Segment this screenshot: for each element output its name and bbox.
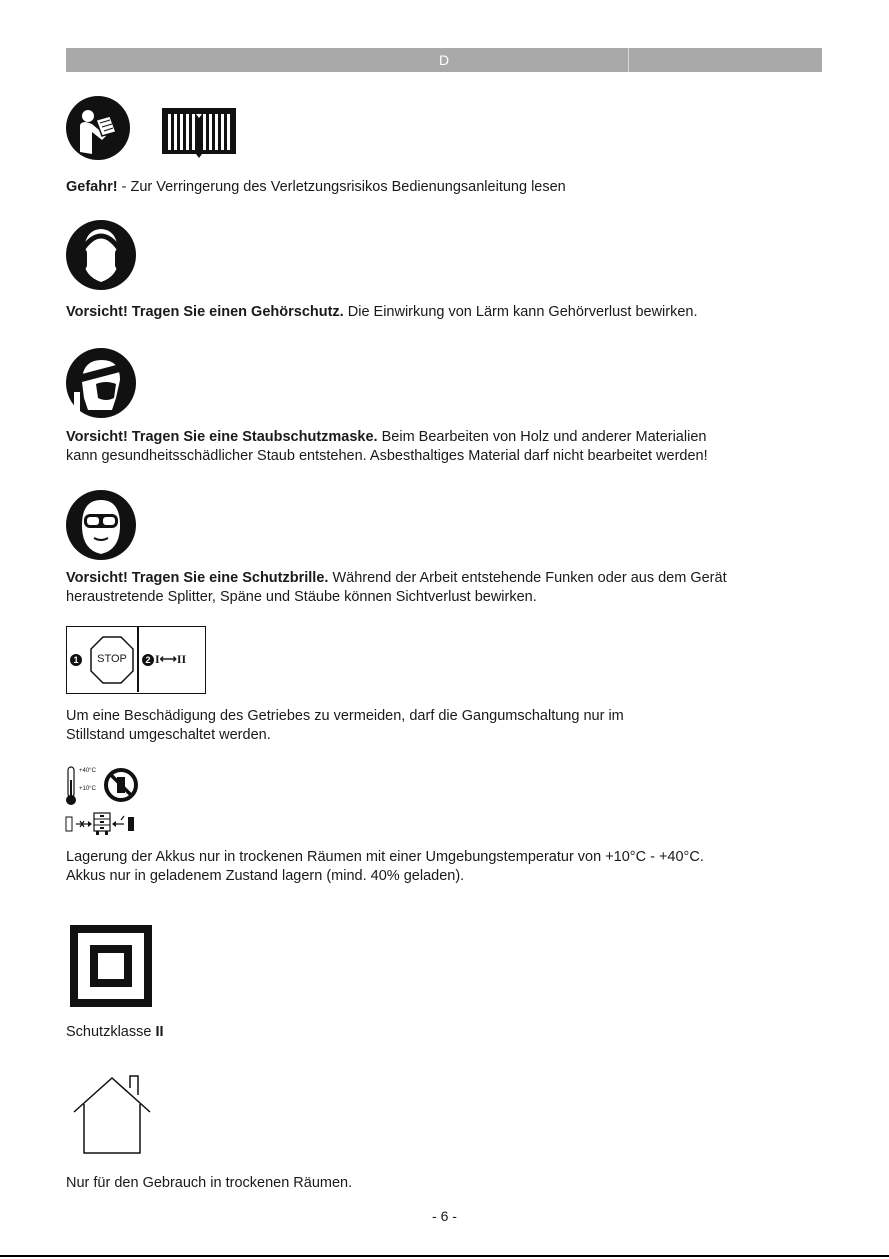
- read-manual-bold: Gefahr!: [66, 179, 118, 195]
- indoor-text: Nur für den Gebrauch in trockenen Räumen.: [66, 1175, 353, 1191]
- stop-label: STOP: [97, 653, 127, 665]
- dust-mask-rest: Beim Bearbeiten von Holz und anderer Materialien: [377, 429, 707, 445]
- goggles-text-2: heraustretende Splitter, Späne und Stäube können Sichtverlust bewirken.: [66, 589, 537, 605]
- gear-switch-box: [66, 626, 206, 694]
- protection-class-label: Schutzklasse: [66, 1024, 156, 1040]
- no-wet-battery-icon: [103, 767, 139, 803]
- temp-high-label: +40°C: [79, 768, 96, 774]
- goggles-bold: Vorsicht! Tragen Sie eine Schutzbrille.: [66, 570, 329, 586]
- dust-mask-bold: Vorsicht! Tragen Sie eine Staubschutzmaske.: [66, 429, 378, 445]
- read-manual-rest: - Zur Verringerung des Verletzungsrisikos Bedienungsanleitung lesen: [117, 179, 566, 195]
- gear-text-1: Um eine Beschädigung des Getriebes zu vermeiden, darf die Gangumschaltung nur im: [66, 708, 624, 724]
- language-label: D: [438, 52, 450, 68]
- read-manual-icon: [66, 96, 130, 160]
- goggles-text-1: [66, 569, 826, 588]
- gear-text-2: Stillstand umgeschaltet werden.: [66, 727, 271, 743]
- temp-low-label: +10°C: [79, 786, 96, 792]
- dust-mask-text-1: [66, 428, 826, 447]
- house-icon: [70, 1074, 154, 1156]
- protection-class-text: [66, 1023, 826, 1042]
- thermometer-icon: [64, 766, 78, 806]
- battery-storage-icon: [64, 812, 138, 836]
- safety-goggles-icon: [66, 490, 136, 560]
- book-icon: [160, 108, 238, 158]
- hearing-rest: Die Einwirkung von Lärm kann Gehörverlust bewirken.: [343, 304, 698, 320]
- ear-protection-icon: [66, 220, 136, 290]
- hearing-bold: Vorsicht! Tragen Sie einen Gehörschutz.: [66, 304, 344, 320]
- dust-mask-text-2: kann gesundheitsschädlicher Staub entstehen. Asbesthaltiges Material darf nicht bearbeitet werden!: [66, 448, 708, 464]
- protection-class-value: II: [155, 1024, 164, 1040]
- step-two-badge: 2: [142, 654, 154, 666]
- goggles-rest: Während der Arbeit entstehende Funken oder aus dem Gerät: [328, 570, 727, 586]
- bottom-border: [0, 1255, 889, 1257]
- hearing-text: [66, 303, 826, 322]
- storage-text-1: Lagerung der Akkus nur in trockenen Räumen mit einer Umgebungstemperatur von +10°C - +40°C.: [66, 849, 704, 865]
- gear-switch-icon: I⟷II: [155, 652, 187, 666]
- double-square-icon: [70, 925, 152, 1007]
- gear-box-divider: [137, 627, 139, 692]
- dust-mask-icon: [66, 348, 136, 418]
- page-number: - 6 -: [432, 1208, 457, 1224]
- read-manual-text: [66, 178, 826, 197]
- step-one-badge: 1: [70, 654, 82, 666]
- storage-text-2: Akkus nur in geladenem Zustand lagern (mind. 40% geladen).: [66, 868, 465, 884]
